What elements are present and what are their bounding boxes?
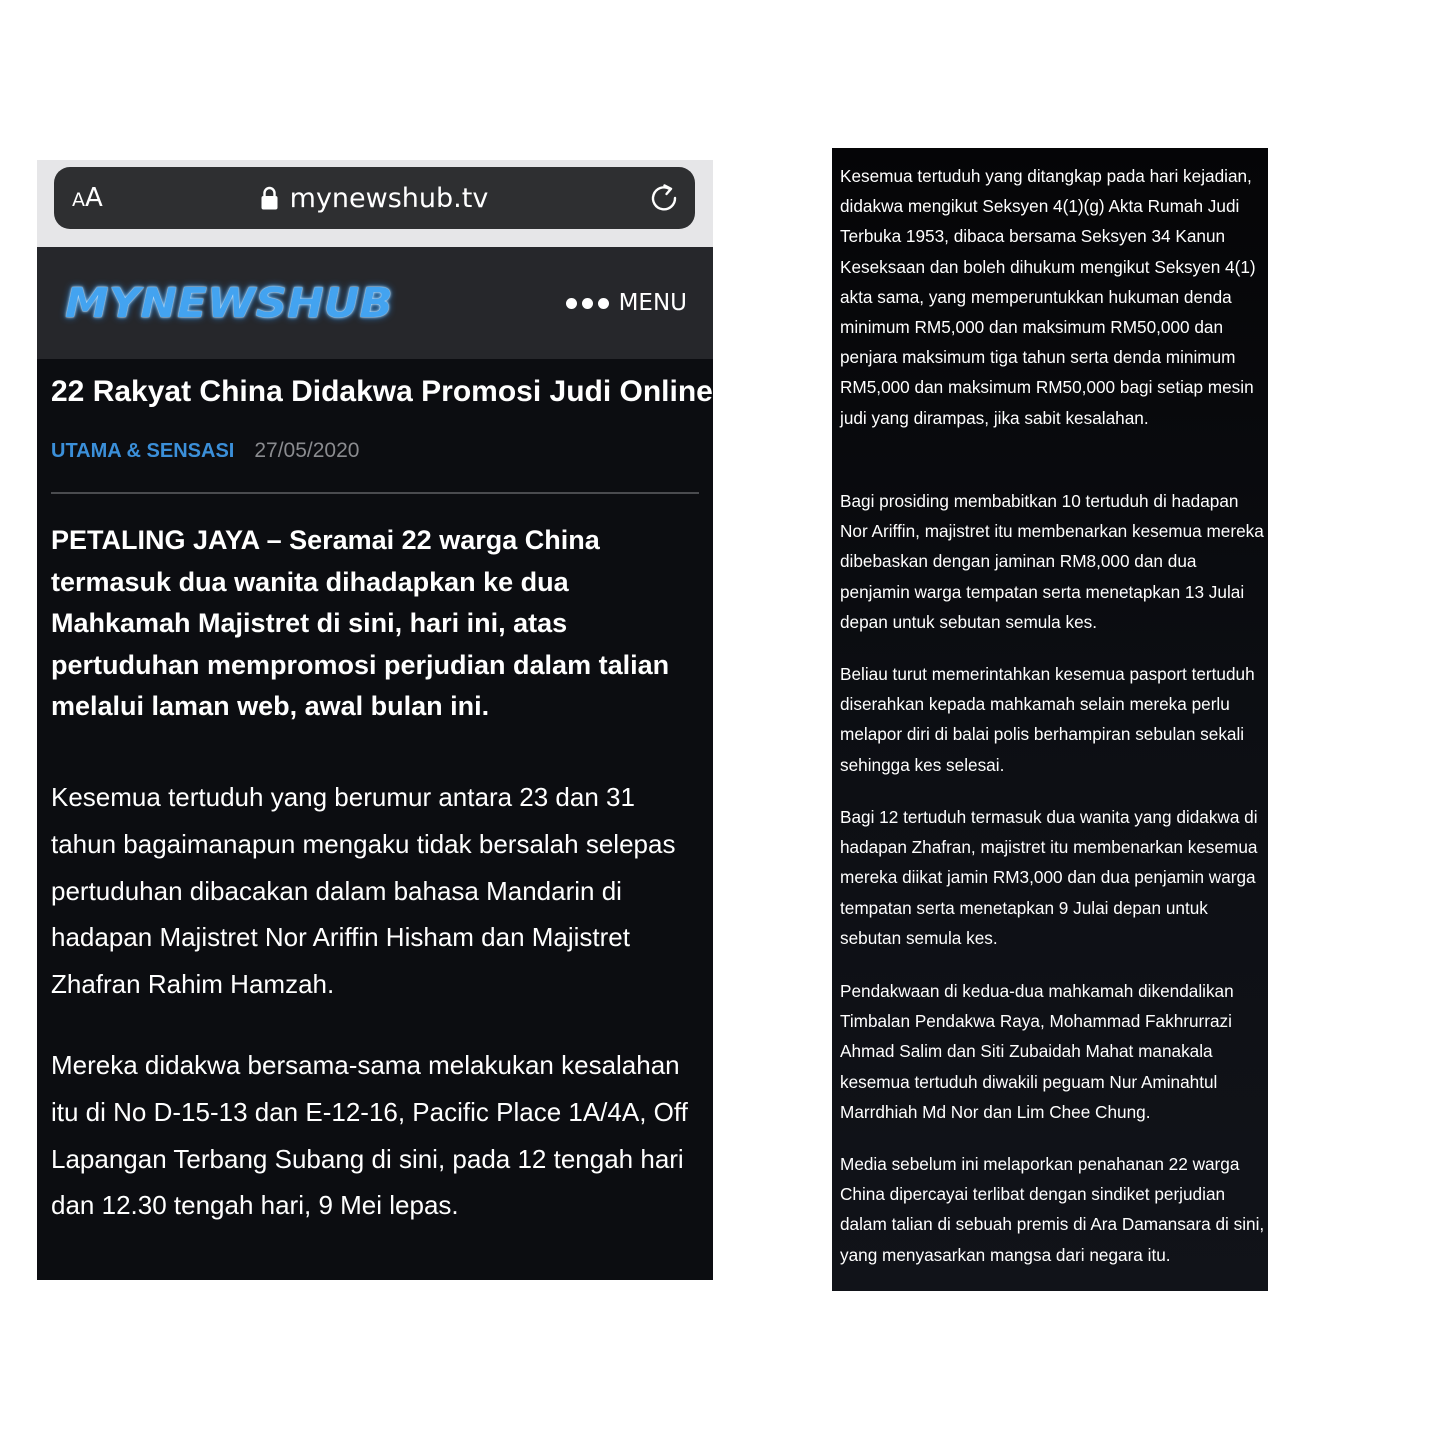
browser-toolbar (37, 160, 713, 247)
continuation-paragraph: Beliau turut memerintahkan kesemua pasport tertuduh diserahkan kepada mahkamah selain mereka perlu melapor diri di balai polis berhampiran sebulan sekali sehingga kes selesai. (840, 664, 1255, 775)
continuation-paragraph: Bagi 12 tertuduh termasuk dua wanita yang didakwa di hadapan Zhafran, majistret itu membenarkan kesemua mereka diikat jamin RM3,000 dan dua penjamin warga tempatan serta menetapkan 9 Julai depan untuk sebutan semula kes. (840, 807, 1258, 948)
divider (51, 492, 699, 494)
article-meta (51, 439, 359, 463)
category-link[interactable]: UTAMA & SENSASI (51, 440, 235, 462)
dots-icon (566, 298, 609, 309)
url-text: mynewshub.tv (289, 182, 489, 214)
continuation-paragraph: Kesemua tertuduh yang ditangkap pada hari kejadian, didakwa mengikut Seksyen 4(1)(g) Akta Rumah Judi Terbuka 1953, dibaca bersama Seksyen 34 Kanun Keseksaan dan boleh dihukum mengikut Seksyen 4(1) akta sama, yang memperuntukkan hukuman denda minimum RM5,000 dan maksimum RM50,000 dan penjara maksimum tiga tahun serta denda minimum RM5,000 dan maksimum RM50,000 bagi setiap mesin judi yang dirampas, jika sabit kesalahan. (840, 166, 1256, 428)
url-display[interactable] (54, 167, 695, 229)
article-continuation-panel (832, 148, 1268, 1291)
menu-label: MENU (618, 290, 687, 316)
text-size-large-letter: A (85, 183, 103, 213)
article-title: 22 Rakyat China Didakwa Promosi Judi Online (51, 375, 713, 408)
site-header (37, 247, 713, 359)
lead-paragraph: PETALING JAYA – Seramai 22 warga China termasuk dua wanita dihadapkan ke dua Mahkamah Majistret di sini, hari ini, atas pertuduhan mempromosi perjudian dalam talian melalui laman web, awal bulan ini. (51, 525, 670, 721)
article-paragraph: Kesemua tertuduh yang berumur antara 23 dan 31 tahun bagaimanapun mengaku tidak bersalah selepas pertuduhan dibacakan dalam bahasa Mandarin di hadapan Majistret Nor Ariffin Hisham dan Majistret Zhafran Rahim Hamzah. (51, 782, 676, 1000)
continuation-paragraph: Bagi prosiding membabitkan 10 tertuduh di hadapan Nor Ariffin, majistret itu membenarkan kesemua mereka dibebaskan dengan jaminan RM8,000 dan dua penjamin warga tempatan serta menetapkan 13 Julai depan untuk sebutan semula kes. (840, 491, 1264, 632)
continuation-paragraph: Pendakwaan di kedua-dua mahkamah dikendalikan Timbalan Pendakwa Raya, Mohammad Fakhrurrazi Ahmad Salim dan Siti Zubaidah Mahat manakala kesemua tertuduh diwakili peguam Nur Aminahtul Marrdhiah Md Nor dan Lim Chee Chung. (840, 981, 1234, 1122)
text-size-small-letter: A (72, 189, 85, 211)
article-date: 27/05/2020 (254, 439, 360, 462)
lock-icon (261, 186, 278, 210)
article (37, 359, 713, 1280)
reload-icon[interactable] (649, 183, 679, 213)
phone-screenshot (37, 160, 713, 1280)
site-logo[interactable]: MYNEWSHUB (65, 279, 393, 327)
article-paragraph: Mereka didakwa bersama-sama melakukan kesalahan itu di No D-15-13 dan E-12-16, Pacific Place 1A/4A, Off Lapangan Terbang Subang di sini, pada 12 tengah hari dan 12.30 tengah hari, 9 Mei lepas. (51, 1050, 688, 1221)
continuation-paragraph: Media sebelum ini melaporkan penahanan 22 warga China dipercayai terlibat dengan sindiket perjudian dalam talian di sebuah premis di Ara Damansara di sini, yang menyasarkan mangsa dari negara itu. (840, 1154, 1265, 1265)
address-bar[interactable] (54, 167, 695, 229)
menu-button[interactable] (566, 247, 687, 359)
